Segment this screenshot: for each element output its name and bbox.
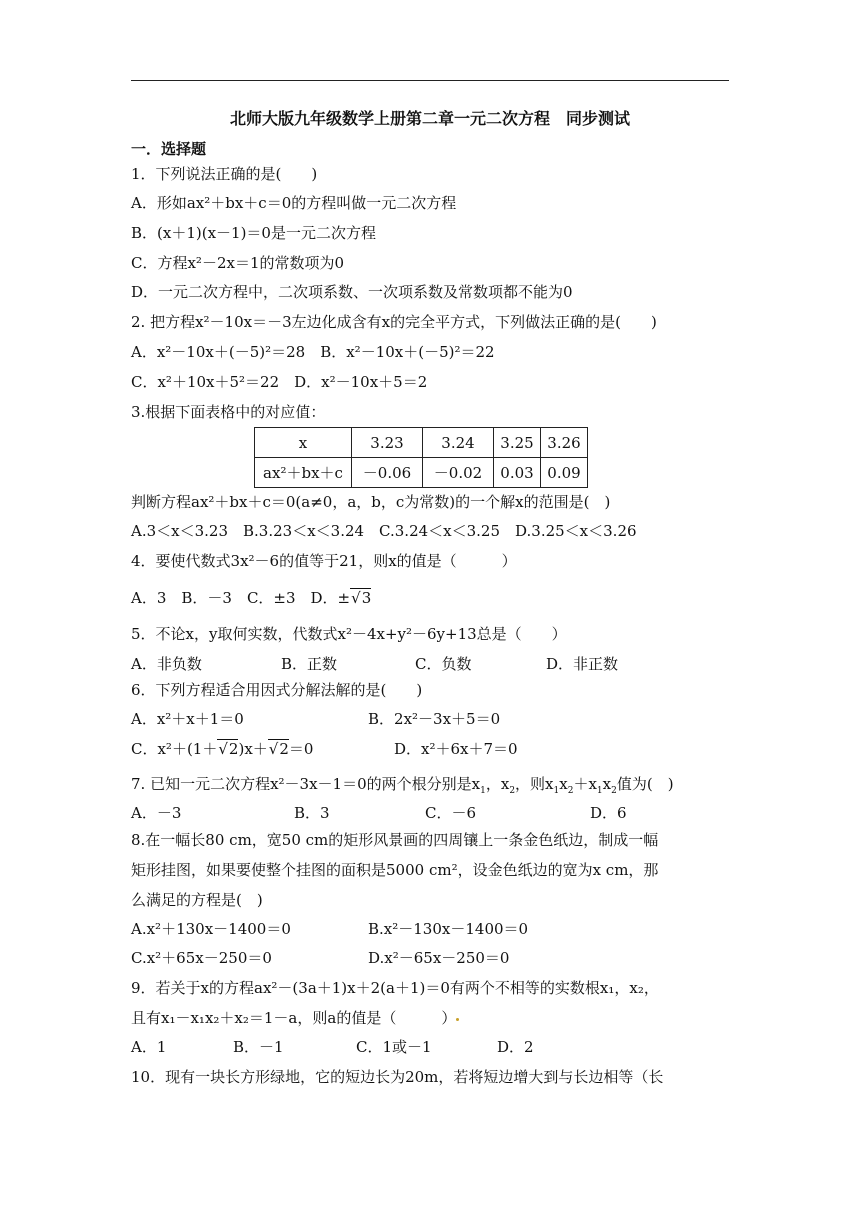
subscript: 2	[611, 786, 617, 796]
table-cell: 3.25	[494, 428, 541, 458]
subscript: 2	[509, 786, 516, 796]
q4-sqrt-arg: 3	[361, 589, 372, 607]
table-row	[255, 458, 588, 488]
q7-stem-part: ，x	[485, 775, 510, 793]
subscript: 1	[596, 786, 603, 796]
q3-value-table	[254, 427, 588, 488]
q1-option-d: D．一元二次方程中，二次项系数、一次项系数及常数项都不能为0	[131, 283, 573, 301]
table-cell: 3.24	[423, 428, 494, 458]
q6-sqrt-arg: 2	[228, 740, 239, 758]
q4-stem: 4．要使代数式3x²－6的值等于21，则x的值是（ ）	[131, 552, 517, 570]
q6-c-part: C．x²＋(1＋	[131, 740, 218, 758]
table-cell: 3.23	[352, 428, 423, 458]
table-row	[255, 428, 588, 458]
q7-stem: 7. 已知一元二次方程x²－3x－1＝0的两个根分别是$x_1$，$x_2$，则$x_1x_2+x_1x_2$值为( )	[131, 775, 674, 796]
header-rule	[131, 80, 729, 81]
q6-stem: 6．下列方程适合用因式分解法解的是( )	[131, 681, 423, 699]
q9-option-c: C．1或－1	[356, 1038, 432, 1056]
q8-option-a: A.x²＋130x－1400＝0	[131, 920, 291, 938]
q1-stem: 1．下列说法正确的是( )	[131, 165, 318, 183]
q3-options: A.3＜x＜3.23 B.3.23＜x＜3.24 C.3.24＜x＜3.25 D.3.25＜x＜3.26	[131, 522, 637, 540]
q8-option-d: D.x²－65x－250＝0	[368, 949, 510, 967]
table-cell: 0.09	[541, 458, 588, 488]
q8-line-3: 么满足的方程是( )	[131, 891, 263, 909]
q8-option-c: C.x²＋65x－250＝0	[131, 949, 272, 967]
q7-stem-part: ，则x	[515, 775, 554, 793]
q10-line-1: 10．现有一块长方形绿地，它的短边长为20m，若将短边增大到与长边相等（长	[131, 1068, 664, 1086]
subscript: 1	[553, 786, 560, 796]
q8-option-b: B.x²－130x－1400＝0	[368, 920, 529, 938]
q6-option-a: A．x²＋x＋1＝0	[131, 710, 244, 728]
stray-dot	[456, 1018, 459, 1021]
q9-line-1: 9．若关于x的方程ax²－(3a＋1)x＋2(a＋1)＝0有两个不相等的实数根x₁，x₂，	[131, 979, 659, 997]
page-title: 北师大版九年级数学上册第二章一元二次方程 同步测试	[229, 109, 630, 128]
table-cell: x	[255, 428, 352, 458]
q6-sqrt-arg: 2	[279, 740, 289, 758]
q5-stem: 5．不论x，y取何实数，代数式x²－4x+y²－6y+13总是（ ）	[131, 625, 567, 643]
q3-question: 判断方程ax²＋bx＋c＝0(a≠0，a，b，c为常数)的一个解x的范围是( )	[131, 493, 611, 511]
q1-option-a: A．形如ax²＋bx＋c＝0的方程叫做一元二次方程	[131, 194, 457, 212]
q8-line-1: 8.在一幅长80 cm，宽50 cm的矩形风景画的四周镶上一条金色纸边，制成一幅	[131, 831, 659, 849]
table-cell: 0.03	[494, 458, 541, 488]
q6-c-part: )x＋	[238, 740, 268, 758]
q2-options-ab: A．x²－10x＋(－5)²＝28 B．x²－10x＋(－5)²＝22	[131, 343, 495, 361]
q6-option-d: D．x²＋6x＋7＝0	[394, 740, 518, 758]
q5-option-c: C．负数	[415, 655, 472, 673]
q9-option-b: B．－1	[233, 1038, 284, 1056]
table-cell: －0.06	[352, 458, 423, 488]
q4-options	[131, 588, 371, 608]
sqrt-sign: √	[351, 589, 361, 607]
section-heading: 一．选择题	[131, 140, 207, 158]
subscript: 2	[567, 786, 574, 796]
q5-option-a: A．非负数	[131, 655, 202, 673]
q5-option-b: B．正数	[281, 655, 338, 673]
sqrt-sign: √	[218, 740, 228, 758]
table-cell: 3.26	[541, 428, 588, 458]
q8-line-2: 矩形挂图，如果要使整个挂图的面积是5000 cm²，设金色纸边的宽为x cm，那	[131, 861, 659, 879]
table-cell: ax²＋bx＋c	[255, 458, 352, 488]
subscript: 1	[480, 786, 486, 796]
q7-stem-part: 7. 已知一元二次方程x²－3x－1＝0的两个根分别是x	[131, 775, 481, 793]
q6-option-c	[131, 739, 313, 759]
q5-option-d: D．非正数	[546, 655, 619, 673]
q7-option-d: D．6	[590, 804, 627, 822]
q6-option-b: B．2x²－3x＋5＝0	[368, 710, 501, 728]
q9-option-a: A．1	[131, 1038, 167, 1056]
q1-option-b: B．(x＋1)(x－1)＝0是一元二次方程	[131, 224, 376, 242]
q7-option-c: C．－6	[425, 804, 477, 822]
sqrt-sign: √	[268, 740, 279, 758]
q2-options-cd: C．x²＋10x＋5²＝22 D．x²－10x＋5＝2	[131, 373, 428, 391]
q7-option-a: A．－3	[131, 804, 182, 822]
q2-stem: 2. 把方程x²－10x＝－3左边化成含有x的完全平方式，下列做法正确的是( )	[131, 313, 657, 331]
q9-line-2: 且有x₁－x₁x₂＋x₂＝1－a，则a的值是（ ）	[131, 1009, 457, 1027]
q7-option-b: B．3	[294, 804, 330, 822]
q4-options-text: A．3 B．－3 C．±3 D．±	[131, 589, 351, 607]
table-cell: －0.02	[423, 458, 494, 488]
q6-c-part: ＝0	[288, 740, 314, 758]
q7-stem-part: 值为( )	[616, 775, 674, 793]
q1-option-c: C．方程x²－2x＝1的常数项为0	[131, 254, 345, 272]
q9-option-d: D．2	[497, 1038, 534, 1056]
q3-stem: 3.根据下面表格中的对应值：	[131, 403, 326, 421]
